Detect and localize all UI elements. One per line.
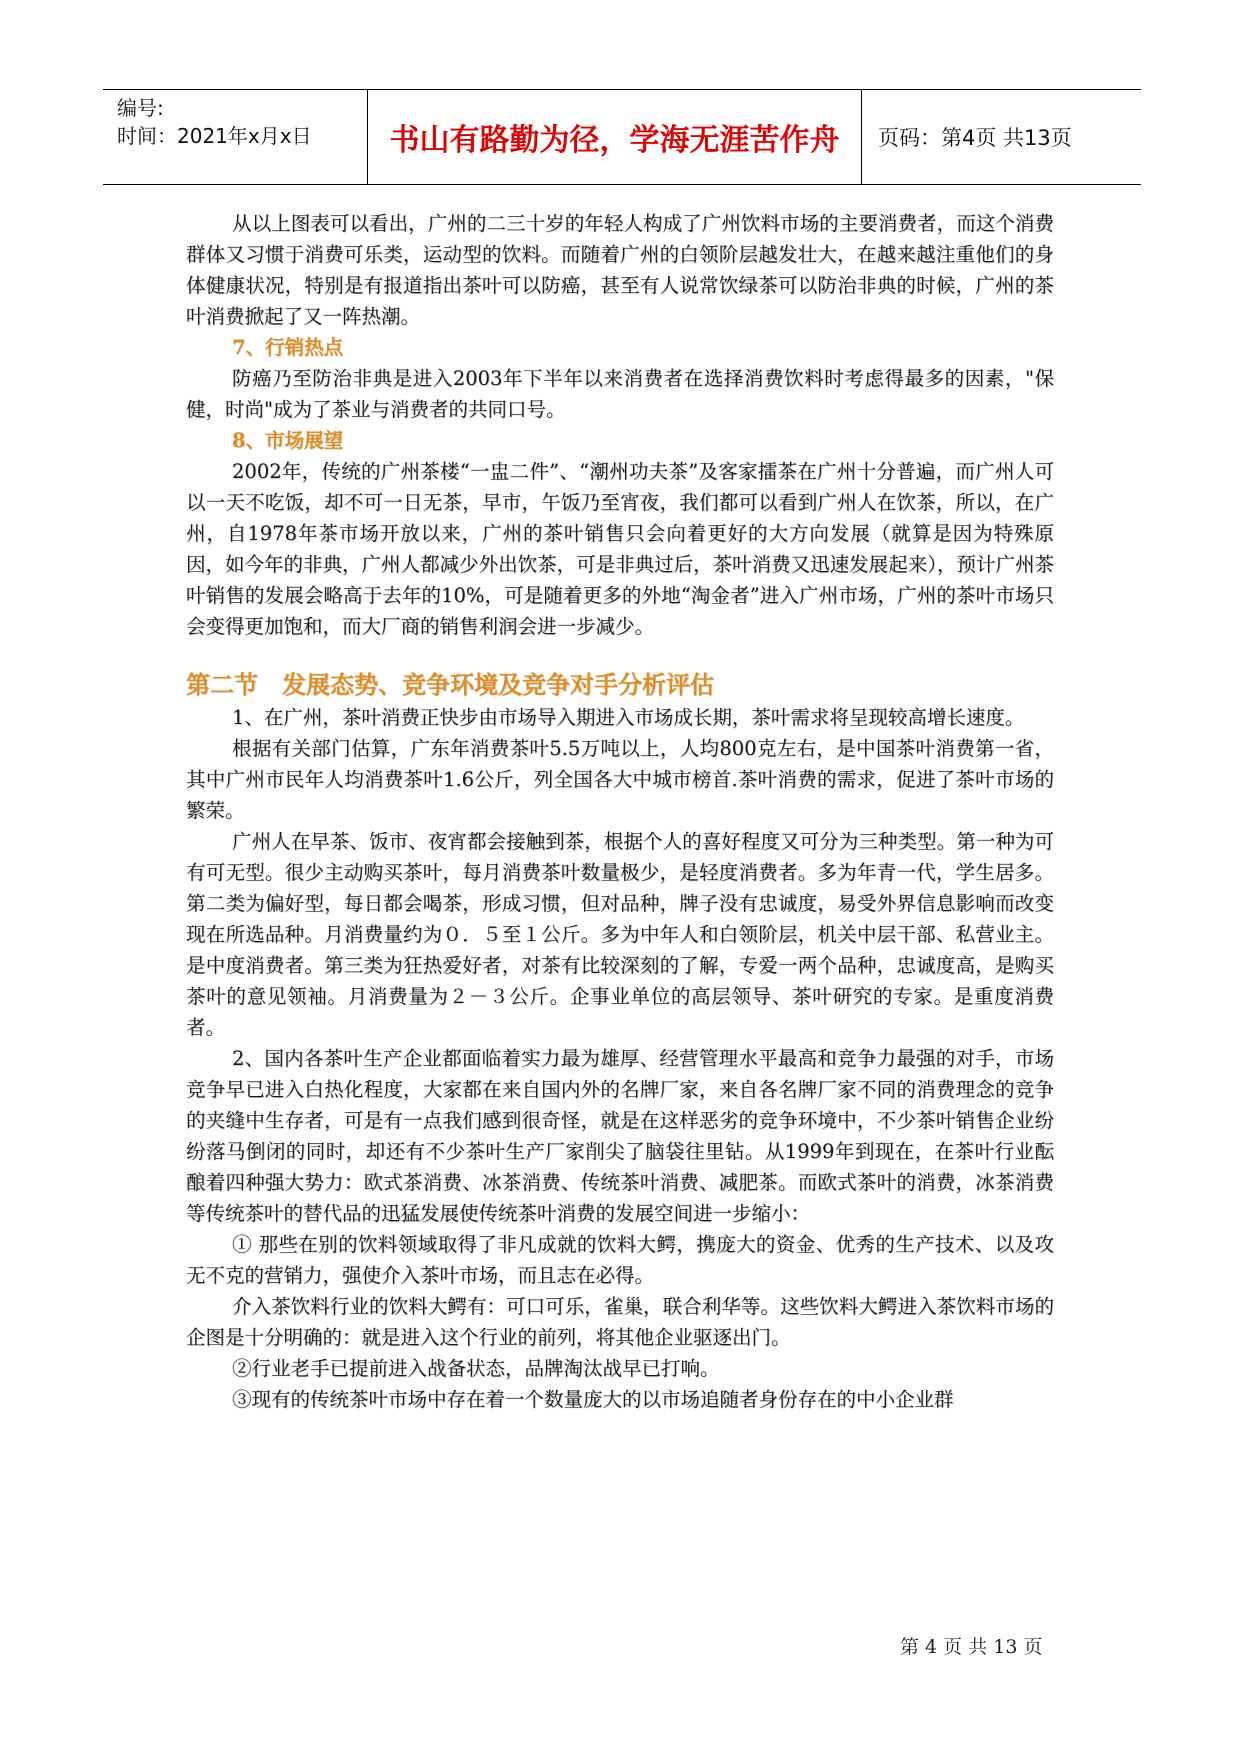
- paragraph: 从以上图表可以看出，广州的二三十岁的年轻人构成了广州饮料市场的主要消费者，而这个消费群体又习惯于消费可乐类，运动型的饮料。而随着广州的白领阶层越发壮大，在越来越注重他们的身体健康状况，特别是有报道指出茶叶可以防癌，甚至有人说常饮绿茶可以防治非典的时候，广州的茶叶消费掀起了又一阵热潮。: [186, 212, 1054, 328]
- header-meta: [103, 90, 368, 184]
- number-label: 编号:: [117, 96, 164, 120]
- paragraph: ① 那些在别的饮料领域取得了非凡成就的饮料大鳄，携庞大的资金、优秀的生产技术、以及攻无不克的营销力，强使介入茶叶市场，而且志在必得。: [186, 1233, 1054, 1287]
- paragraph: 介入茶饮料行业的饮料大鳄有：可口可乐，雀巢，联合利华等。这些饮料大鳄进入茶饮料市场的企图是十分明确的：就是进入这个行业的前列，将其他企业驱逐出门。: [186, 1295, 1054, 1349]
- paragraph: 广州人在早茶、饭市、夜宵都会接触到茶，根据个人的喜好程度又可分为三种类型。第一种为可有可无型。很少主动购买茶叶，每月消费茶叶数量极少，是轻度消费者。多为年青一代，学生居多。第二类为偏好型，每日都会喝茶，形成习惯，但对品种，牌子没有忠诚度，易受外界信息影响而改变现在所选品种。月消费量约为０．５至１公斤。多为中年人和白领阶层，机关中层干部、私营业主。是中度消费者。第三类为狂热爱好者，对茶有比较深刻的了解，专爱一两个品种，忠诚度高，是购买茶叶的意见领袖。月消费量为２－３公斤。企事业单位的高层领导、茶叶研究的专家。是重度消费者。: [186, 830, 1054, 1039]
- paragraph: 防癌乃至防治非典是进入2003年下半年以来消费者在选择消费饮料时考虑得最多的因素，"保健，时尚"成为了茶业与消费者的共同口号。: [186, 367, 1054, 421]
- paragraph: ③现有的传统茶叶市场中存在着一个数量庞大的以市场追随者身份存在的中小企业群: [232, 1388, 954, 1411]
- time-label: 时间：2021年x月x日: [117, 124, 312, 148]
- paragraph: ②行业老手已提前进入战备状态，品牌淘汰战早已打响。: [232, 1357, 720, 1380]
- section-heading: 第二节 发展态势、竞争环境及竞争对手分析评估: [186, 670, 714, 699]
- paragraph: 1、在广州，茶叶消费正快步由市场导入期进入市场成长期，茶叶需求将呈现较高增长速度。: [232, 706, 1025, 729]
- header-page-label: 页码：第4页 共13页: [878, 126, 1072, 150]
- page-footer: 第 4 页 共 13 页: [900, 1636, 1043, 1658]
- document-header: [103, 89, 1141, 185]
- document-body: [186, 208, 1054, 1415]
- subheading-marketing-hotspot: 7、行销热点: [232, 336, 344, 359]
- header-motto: 书山有路勤为径，学海无涯苦作舟: [368, 90, 862, 184]
- subheading-market-outlook: 8、市场展望: [232, 429, 344, 452]
- paragraph: 2、国内各茶叶生产企业都面临着实力最为雄厚、经营管理水平最高和竞争力最强的对手，市场竞争早已进入白热化程度，大家都在来自国内外的名牌厂家，来自各名牌厂家不同的消费理念的竞争的夹缝中生存者，可是有一点我们感到很奇怪，就是在这样恶劣的竞争环境中，不少茶叶销售企业纷纷落马倒闭的同时，却还有不少茶叶生产厂家削尖了脑袋往里钻。从1999年到现在，在茶叶行业酝酿着四种强大势力：欧式茶消费、冰茶消费、传统茶叶消费、减肥茶。而欧式茶叶的消费，冰茶消费等传统茶叶的替代品的迅猛发展使传统茶叶消费的发展空间进一步缩小：: [186, 1047, 1054, 1225]
- paragraph: 2002年，传统的广州茶楼“一盅二件”、“潮州功夫茶”及客家擂茶在广州十分普遍，而广州人可以一天不吃饭，却不可一日无茶，早市，午饭乃至宵夜，我们都可以看到广州人在饮茶，所以，在广州，自1978年茶市场开放以来，广州的茶叶销售只会向着更好的大方向发展（就算是因为特殊原因，如今年的非典，广州人都减少外出饮茶，可是非典过后，茶叶消费又迅速发展起来），预计广州茶叶销售的发展会略高于去年的10%，可是随着更多的外地“淘金者”进入广州市场，广州的茶叶市场只会变得更加饱和，而大厂商的销售利润会进一步减少。: [186, 460, 1054, 638]
- paragraph: 根据有关部门估算，广东年消费茶叶5.5万吨以上，人均800克左右，是中国茶叶消费第一省，其中广州市民年人均消费茶叶1.6公斤，列全国各大中城市榜首.茶叶消费的需求，促进了茶叶市场的繁荣。: [186, 737, 1054, 822]
